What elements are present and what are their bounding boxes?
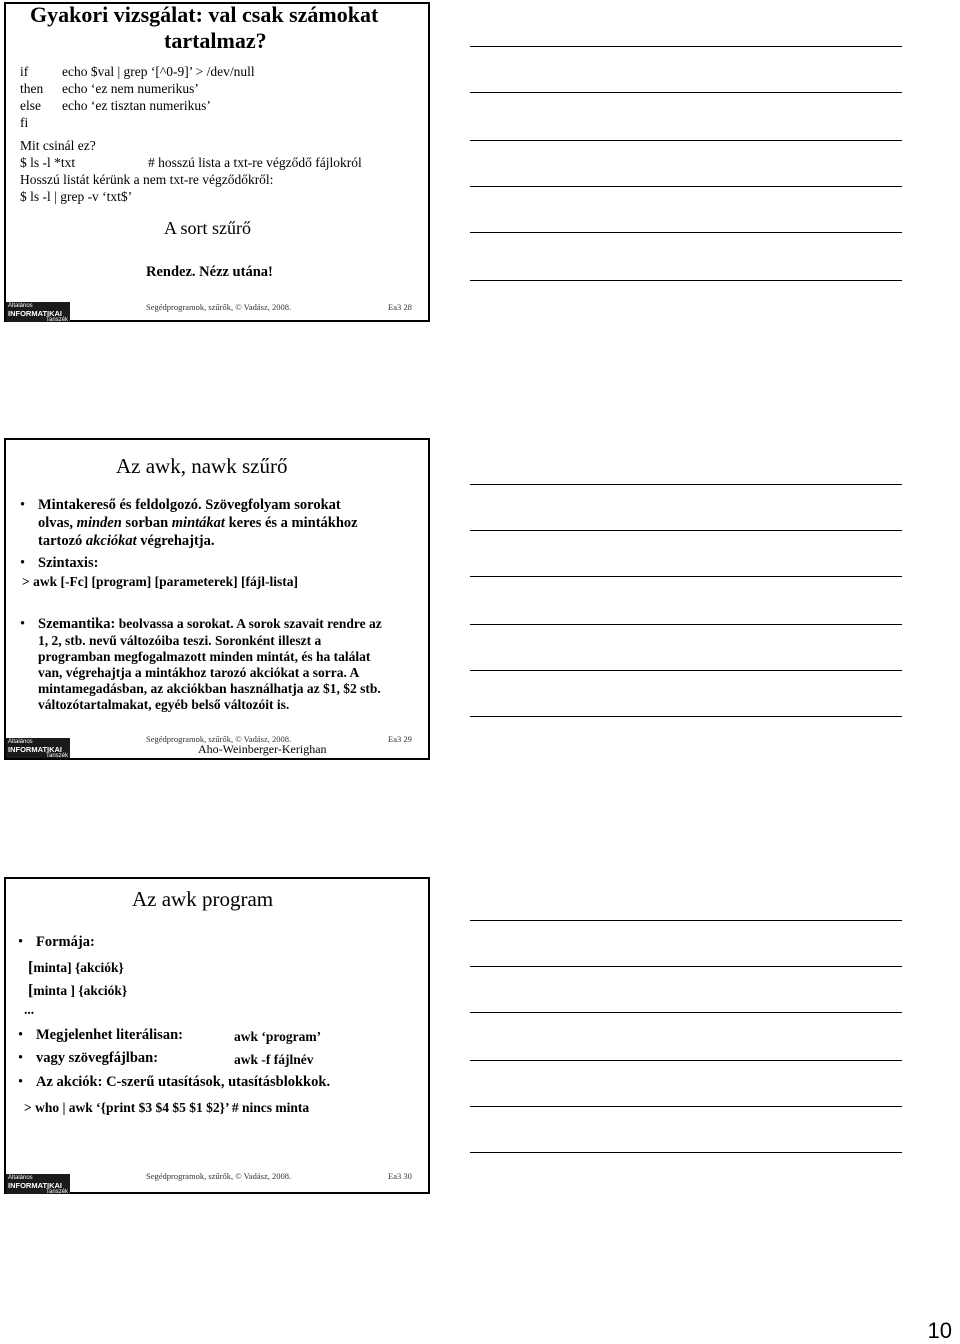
semantics-line: mintamegadásban, az akciókban használhatja az $1, $2 stb. — [38, 681, 381, 696]
semantics-line: 1, 2, stb. nevű változóiba teszi. Soronként illeszt a — [38, 633, 322, 648]
bullet-icon: • — [18, 934, 24, 950]
semantics-line: Szemantika: beolvassa a sorokat. A sorok szavait rendre az — [38, 616, 382, 632]
example-command: > who | awk ‘{print $3 $4 $5 $1 $2}’ # nincs minta — [24, 1100, 310, 1115]
bullet-text-line: tartozó akciókat végrehajtja. — [38, 533, 215, 549]
code-kw: fi — [20, 115, 29, 130]
slide-footer: Segédprogramok, szűrők, © Vadász, 2008. — [146, 302, 292, 312]
note-line — [470, 92, 902, 93]
slide-footer: Segédprogramok, szűrők, © Vadász, 2008. — [146, 734, 292, 744]
department-logo: Általános INFORMATIKAI Tanszék — [8, 1175, 68, 1196]
bullet-icon: • — [20, 616, 26, 632]
syntax-label: Szintaxis: — [38, 555, 99, 571]
ls-command: $ ls -l *txt — [20, 155, 76, 170]
file-code: awk -f fájlnév — [234, 1052, 314, 1067]
note-line — [470, 670, 902, 671]
bullet-icon: • — [18, 1027, 24, 1043]
code-kw: else — [20, 98, 41, 113]
department-logo: Általános INFORMATIKAI Tanszék — [8, 739, 68, 760]
slide-number: Ea3 29 — [388, 734, 412, 744]
code-kw: if — [20, 64, 29, 79]
note-line — [470, 576, 902, 577]
note-line — [470, 280, 902, 281]
actions-label: Az akciók: C-szerű utasítások, utasításblokkok. — [36, 1074, 331, 1090]
code-text: echo ‘ez tisztan numerikus’ — [62, 98, 211, 113]
semantics-line: változótartalmakat, egyéb belső változóit is. — [38, 697, 290, 712]
sort-heading: A sort szűrő — [164, 218, 251, 238]
note-line — [470, 186, 902, 187]
form-label: Formája: — [36, 934, 95, 950]
form-line: [minta ] {akciók} — [28, 982, 128, 999]
department-logo: Általános INFORMATIKAI Tanszék — [8, 303, 68, 324]
note-line — [470, 46, 902, 47]
code-text: echo ‘ez nem numerikus’ — [62, 81, 199, 96]
note-line — [470, 140, 902, 141]
note-line — [470, 232, 902, 233]
slide-title: Gyakori vizsgálat: val csak számokat — [30, 2, 379, 27]
ellipsis: ... — [24, 1002, 35, 1017]
form-line: [minta] {akciók} — [28, 959, 124, 976]
note-line — [470, 1106, 902, 1107]
note-line — [470, 966, 902, 967]
bullet-text-line: olvas, minden sorban mintákat keres és a mintákhoz — [38, 515, 358, 531]
slide-title: Az awk, nawk szűrő — [116, 454, 288, 478]
bullet-icon: • — [18, 1050, 24, 1066]
grep-command: $ ls -l | grep -v ‘txt$’ — [20, 189, 133, 204]
code-kw: then — [20, 81, 44, 96]
semantics-line: programban megfogalmazott minden mintát, és ha találat — [38, 649, 371, 664]
note-line — [470, 624, 902, 625]
question: Mit csinál ez? — [20, 138, 96, 153]
note-line — [470, 716, 902, 717]
note-line — [470, 530, 902, 531]
note-line — [470, 484, 902, 485]
syntax-command: > awk [-Fc] [program] [parameterek] [fájl-lista] — [22, 574, 298, 589]
bullet-icon: • — [20, 555, 26, 571]
page-number: 10 — [927, 1318, 952, 1343]
slide-28 — [4, 2, 430, 322]
slide-number: Ea3 28 — [388, 302, 412, 312]
slide-footer: Segédprogramok, szűrők, © Vadász, 2008. — [146, 1171, 292, 1181]
bullet-icon: • — [18, 1074, 24, 1090]
note-line — [470, 1060, 902, 1061]
bullet-icon: • — [20, 497, 26, 513]
file-label: vagy szövegfájlban: — [36, 1050, 159, 1066]
slide-number: Ea3 30 — [388, 1171, 412, 1181]
note-line — [470, 1152, 902, 1153]
bullet-text: Mintakereső és feldolgozó. Szövegfolyam sorokat — [38, 497, 341, 513]
slide-30 — [4, 877, 430, 1194]
attribution: Aho-Weinberger-Kerighan — [198, 742, 327, 756]
rendez-note: Rendez. Nézz utána! — [146, 264, 273, 280]
code-text: echo $val | grep ‘[^0-9]’ > /dev/null — [62, 64, 255, 79]
literal-label: Megjelenhet literálisan: — [36, 1027, 183, 1043]
slide-title-cont: tartalmaz? — [164, 28, 267, 53]
note-line — [470, 920, 902, 921]
note-line — [470, 1012, 902, 1013]
slide-29 — [4, 438, 430, 760]
semantics-line: van, végrehajtja a mintákhoz tarozó akciókat a sorra. A — [38, 665, 360, 680]
literal-code: awk ‘program’ — [234, 1029, 322, 1044]
ls-comment: # hosszú lista a txt-re végződő fájlokról — [148, 155, 362, 170]
slide-title: Az awk program — [132, 887, 274, 911]
description: Hosszú listát kérünk a nem txt-re végződőkről: — [20, 172, 274, 187]
